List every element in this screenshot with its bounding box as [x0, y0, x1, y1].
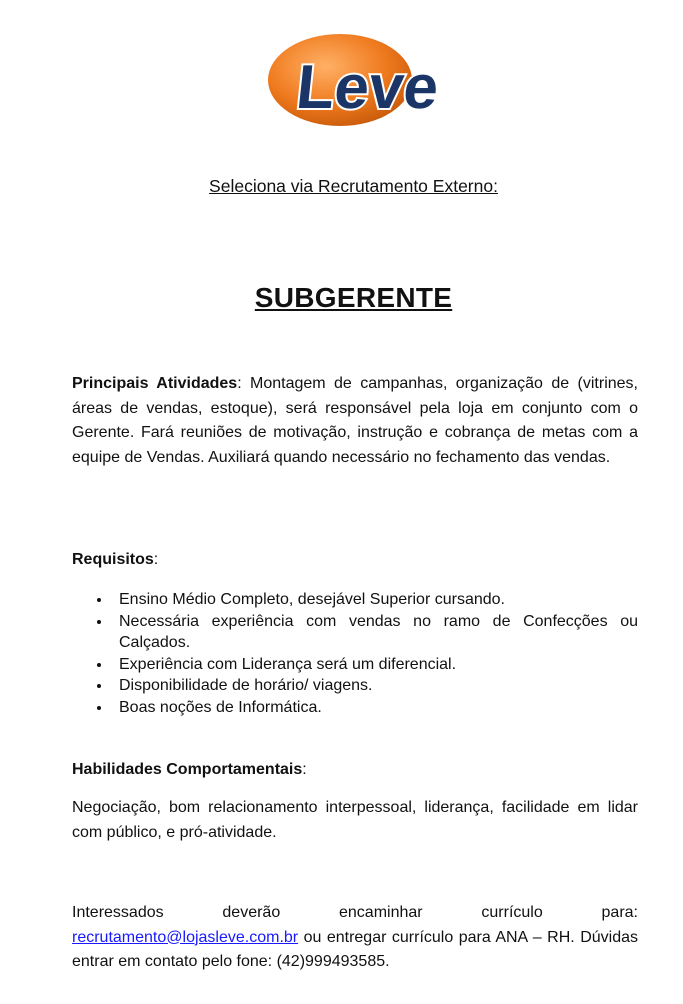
- leve-logo: [265, 30, 455, 130]
- requirements-colon: :: [153, 551, 159, 568]
- subtitle: Seleciona via Recrutamento Externo:: [209, 176, 498, 196]
- activities-text: : Montagem de campanhas, organização de (vitrines, áreas de vendas, estoque), será responsável pela loja em conjunto com o Gerente. Fará reuniões de motivação, instrução e cobrança de metas com a equipe de Vendas. Auxiliará quando necessário no fechamento das vendas.: [72, 375, 639, 466]
- requirements-heading: [72, 548, 638, 573]
- list-item: Ensino Médio Completo, desejável Superior cursando.: [119, 589, 638, 611]
- skills-heading: [72, 758, 638, 783]
- activities-label: Principais Atividades: [72, 375, 238, 392]
- requirements-label: Requisitos: [72, 551, 154, 568]
- skills-text: Negociação, bom relacionamento interpessoal, liderança, facilidade em lidar com público, e pró-atividade.: [72, 799, 638, 841]
- activities-paragraph: [72, 372, 638, 470]
- contact-paragraph: [72, 901, 638, 975]
- skills-colon: :: [302, 761, 307, 778]
- email-link[interactable]: recrutamento@lojasleve.com.br: [72, 928, 299, 946]
- requirements-list: [72, 589, 638, 718]
- contact-text: ou entregar currículo para ANA – RH. Dúvidas entrar em contato pelo fone: (42)999493585.: [72, 928, 638, 970]
- skills-label: Habilidades Comportamentais: [72, 761, 303, 778]
- list-item: Disponibilidade de horário/ viagens.: [119, 675, 638, 697]
- list-item: Experiência com Liderança será um diferencial.: [119, 654, 638, 676]
- svg-text:Leve: Leve: [293, 53, 442, 122]
- list-item: Boas noções de Informática.: [119, 697, 638, 719]
- page-title: SUBGERENTE: [254, 282, 453, 313]
- contact-line1: Interessados deverão encaminhar currículo para:: [72, 904, 638, 921]
- list-item: Necessária experiência com vendas no ramo de Confecções ou Calçados.: [119, 611, 638, 654]
